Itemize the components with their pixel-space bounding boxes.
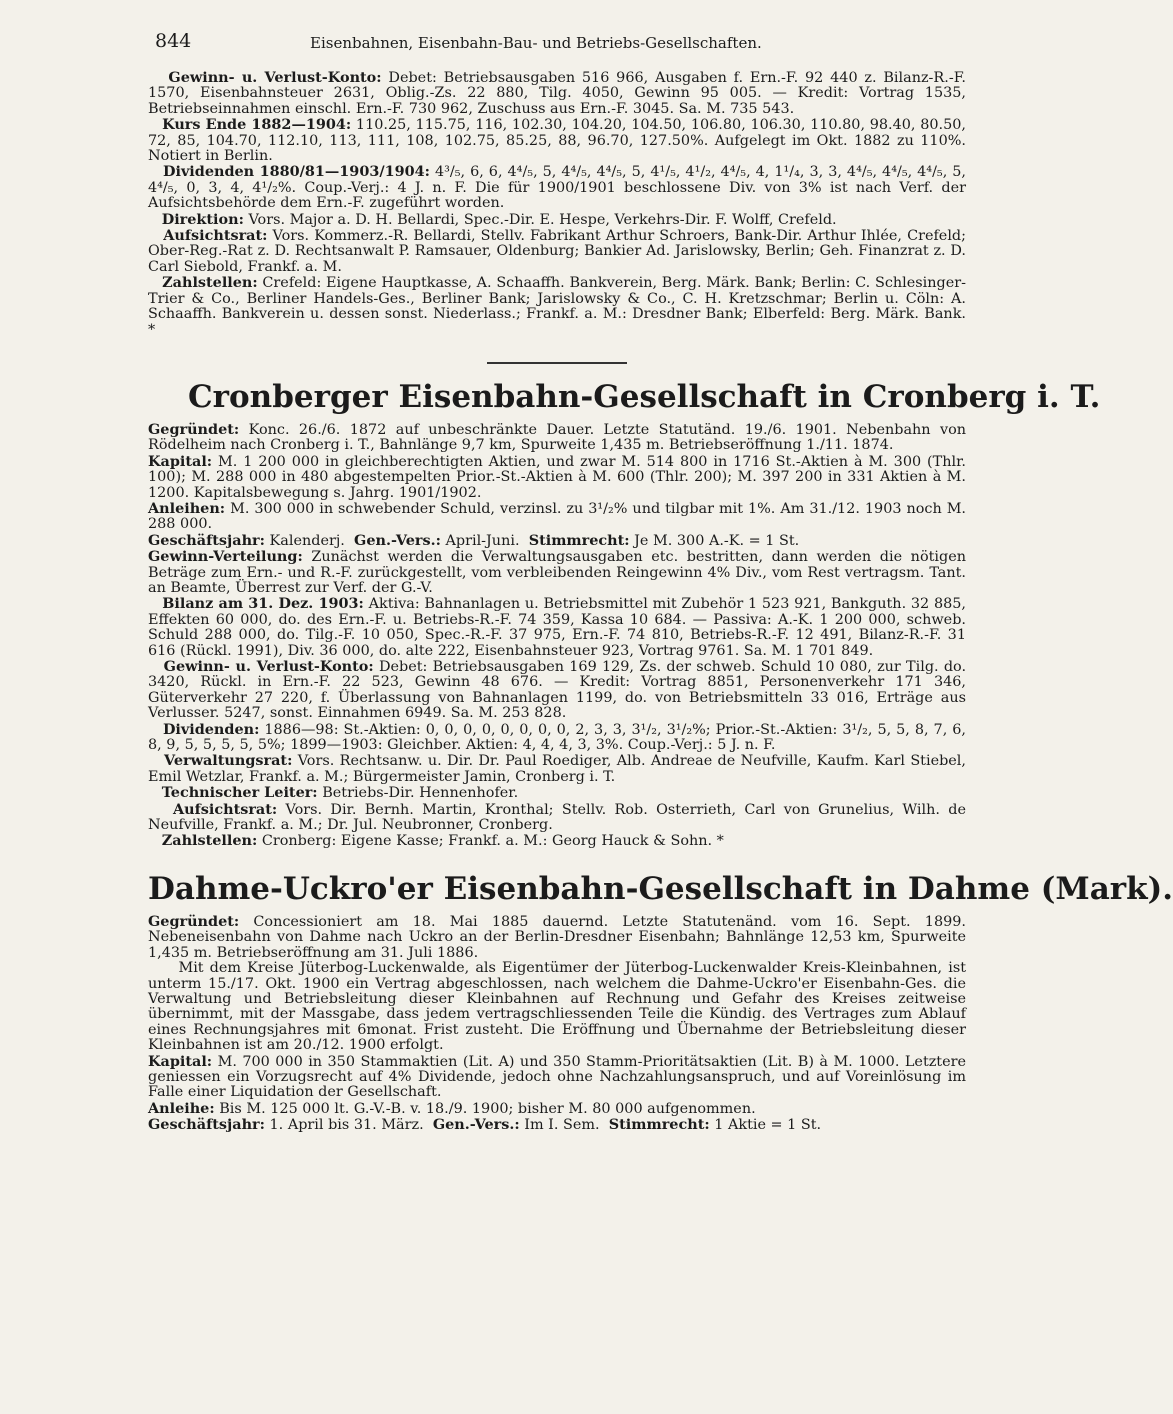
cronberger-bilanz-label: Bilanz am 31. Dez. 1903: [162,595,364,613]
prev-dividenden-label: Dividenden 1880/81—1903/1904: [163,163,430,181]
cronberger-genvers-text: April-Juni. [445,532,520,549]
dahme-vertrag-text: Mit dem Kreise Jüterbog-Luckenwalde, als Eigentümer der Jüterbog-Luckenwalder Kreis-Kleinbahnen, ist unterm 15./17. Okt. 1900 ein Vertrag abgeschlossen, nach welchem die Dahme-Uckro'er Eisenbahn-Ges. die Verwaltung und Betriebsleitung dieser Kleinbahnen auf Rechnung und Gefahr des Kreises zeitweise übernimmt, mit der Massgabe, dass jedem vertragschliessenden Teile die Kündig. des Vertrages zum Ablauf eines Rechnungsjahres mit 6monat. Frist zusteht. Die Eröffnung und Übernahme der Betriebsleitung dieser Kleinbahnen ist am 20./12. 1900 erfolgt. [148,960,966,1054]
prev-direktion-paragraph [148,212,966,228]
cronberger-company-title: Cronberger Eisenbahn-Gesellschaft in Cronberg i. T. [188,378,1101,415]
cronberger-tech-paragraph [148,785,966,801]
cronberger-kapital-paragraph [148,454,966,501]
cronberger-anleihen-paragraph [148,501,966,533]
cronberger-gewinn-text: Debet: Betriebsausgaben 169 129, Zs. der schweb. Schuld 10 080, zur Tilg. do. 3420, Rückl. in Ern.-F. 22 523, Gewinn 48 676. — Kredit: Vortrag 8851, Personenverkehr 171 346, Güterverkehr 27 220, f. Überlassung von Bahnanlagen 1199, do. von Betriebsmitteln 33 016, Erträge aus Verlusser. 5247, sonst. Einnahmen 6949. Sa. M. 253 828. [148,659,967,722]
cronberger-bilanz-paragraph [148,596,966,659]
cronberger-verwaltungsrat-paragraph [148,753,966,785]
prev-direktion-label: Direktion: [161,210,244,228]
cronberger-gegruendet-label: Gegründet: [148,420,240,438]
dahme-gegruendet-paragraph [148,914,966,961]
cronberger-stimmrecht-label: Stimmrecht: [528,531,630,549]
cronberger-geschaeftsjahr-paragraph [148,533,966,549]
cronberger-dividenden-text: 1886—98: St.-Aktien: 0, 0, 0, 0, 0, 0, 0, 0, 2, 3, 3, 3¹/₂, 3¹/₂%; Prior.-St.-Aktien: 3¹/₂, 5, 5, 8, 7, 6, 8, 9, 5, 5, 5, 5, 5%; 1899—1903: Gleichber. Aktien: 4, 4, 4, 3, 3%. Coup.-Verj.: 5 J. n. F. [148,721,966,754]
cronberger-tech-text: Betriebs-Dir. Hennenhofer. [322,785,519,802]
section-divider [487,362,627,364]
prev-dividenden-text: 4³/₅, 6, 6, 4⁴/₅, 5, 4⁴/₅, 4⁴/₅, 5, 4¹/₅, 4¹/₂, 4⁴/₅, 4, 1¹/₄, 3, 3, 4⁴/₅, 4⁴/₅, 4⁴/₅, 5, 4⁴/₅, 0, 3, 4, 4¹/₂%. Coup.-Verj.: 4 J. n. F. Die für 1900/1901 beschlossene Div. von 3% ist nach Verf. der Aufsichtsbehörde dem Ern.-F. zugeführt worden. [148,164,966,212]
dahme-kapital-text: M. 700 000 in 350 Stammaktien (Lit. A) und 350 Stamm-Prioritätsaktien (Lit. B) à M. 1000. Letztere geniessen ein Vorzugsrecht auf 4% Dividende, jedoch ohne Nachzahlungsanspruch, und auf Voreinlösung im Falle einer Liquidation der Gesellschaft. [148,1053,966,1101]
cronberger-aufsichtsrat-text: Vors. Dir. Bernh. Martin, Kronthal; Stellv. Rob. Osterrieth, Carl von Grunelius, Wilh. de Neufville, Frankf. a. M.; Dr. Jul. Neubronner, Cronberg. [148,801,966,834]
page-content [148,69,1173,1134]
cronberger-kapital-text: M. 1 200 000 in gleichberechtigten Aktien, und zwar M. 514 800 in 1716 St.-Aktien à M. 300 (Thlr. 100); M. 288 000 in 480 abgestempelten Prior.-St.-Aktien à M. 600 (Thlr. 200); M. 397 200 in 331 Aktien à M. 1200. Kapitalsbewegung s. Jahrg. 1901/1902. [148,453,967,501]
cronberger-verteilung-text: Zunächst werden die Verwaltungsausgaben etc. bestritten, dann werden die nötigen Beträge zum Ern.- und R.-F. zurückgestellt, vom verbleibenden Reingewinn 4% Div., vom Rest vertragsm. Tant. an Beamte, Überrest zur Verf. der G.-V. [148,549,966,596]
running-header-title: Eisenbahnen, Eisenbahn-Bau- und Betriebs-Gesellschaften. [310,34,762,52]
cronberger-kapital-label: Kapital: [148,452,213,470]
cronberger-verwaltungsrat-text: Vors. Rechtsanw. u. Dir. Dr. Paul Roediger, Alb. Andreae de Neufville, Kaufm. Karl Stiebel, Emil Wetzlar, Frankf. a. M.; Bürgermeister Jamin, Cronberg i. T. [148,753,966,785]
cronberger-zahlstellen-text: Cronberg: Eigene Kasse; Frankf. a. M.: Georg Hauck & Sohn. * [261,833,724,850]
cronberger-anleihen-text: M. 300 000 in schwebender Schuld, verzinsl. zu 3¹/₂% und tilgbar mit 1%. Am 31./12. 1903 noch M. 288 000. [148,500,966,533]
prev-gewinn-text: Debet: Betriebsausgaben 516 966, Ausgaben f. Ern.-F. 92 440 z. Bilanz-R.-F. 1570, Eisenbahnsteuer 2631, Oblig.-Zs. 22 880, Tilg. 4050, Gewinn 95 005. — Kredit: Vortrag 1535, Betriebseinnahmen einschl. Ern.-F. 730 962, Zuschuss aus Ern.-F. 3045. Sa. M. 735 543. [148,70,967,117]
cronberger-aufsichtsrat-label: Aufsichtsrat: [172,800,278,818]
cronberger-aufsichtsrat-paragraph [148,802,966,834]
prev-zahlstellen-label: Zahlstellen: [162,274,258,292]
dahme-gj-text: 1. April bis 31. März. [269,1117,424,1134]
cronberger-verteilung-label: Gewinn-Verteilung: [148,548,303,566]
cronberger-dividenden-label: Dividenden: [162,720,260,738]
prev-direktion-text: Vors. Major a. D. H. Bellardi, Spec.-Dir. E. Hespe, Verkehrs-Dir. F. Wolff, Crefeld. [248,211,837,228]
dahme-stimmrecht-label: Stimmrecht: [608,1116,710,1134]
dahme-geschaeftsjahr-paragraph [148,1117,966,1133]
cronberger-verteilung-paragraph [148,549,966,596]
page-header [155,30,965,60]
dahme-gegruendet-text: Concessioniert am 18. Mai 1885 dauernd. Letzte Statutenänd. vom 16. Sept. 1899. Nebeneisenbahn von Dahme nach Uckro an der Berlin-Dresdner Eisenbahn; Bahnlänge 12,53 km, Spurweite 1,435 m. Betriebseröffnung am 31. Juli 1886. [148,913,966,961]
prev-zahlstellen-paragraph [148,275,966,338]
cronberger-gj-label: Geschäftsjahr: [148,531,265,549]
dahme-kapital-paragraph [148,1054,966,1101]
cronberger-gewinn-label: Gewinn- u. Verlust-Konto: [163,658,374,675]
prev-aufsichtsrat-text: Vors. Kommerz.-R. Bellardi, Stellv. Fabrikant Arthur Schroers, Bank-Dir. Arthur Ihlée, Crefeld; Ober-Reg.-Rat z. D. Rechtsanwalt P. Ramsauer, Oldenburg; Bankier Ad. Jarislowsky, Berlin; Geh. Finanzrat z. D. Carl Siebold, Frankf. a. M. [148,228,966,275]
dahme-stimmrecht-text: 1 Aktie = 1 St. [714,1117,822,1134]
prev-zahlstellen-text: Crefeld: Eigene Hauptkasse, A. Schaaffh. Bankverein, Berg. Märk. Bank; Berlin: C. Schlesinger-Trier & Co., Berliner Handels-Ges., Berliner Bank; Jarislowsky & Co., C. H. Kretzschmar; Berlin u. Cöln: A. Schaaffh. Bankverein u. dessen sonst. Niederlass.; Frankf. a. M.: Dresdner Bank; Elberfeld: Berg. Märk. Bank. * [148,275,966,338]
page-number: 844 [155,30,192,52]
cronberger-gj-text: Kalenderj. [269,532,345,549]
dahme-anleihe-text: Bis M. 125 000 lt. G.-V.-B. v. 18./9. 1900; bisher M. 80 000 aufgenommen. [219,1100,756,1117]
dahme-company-title: Dahme-Uckro'er Eisenbahn-Gesellschaft in Dahme (Mark). [148,870,1173,907]
dahme-vertrag-paragraph [148,961,966,1053]
cronberger-genvers-label: Gen.-Vers.: [354,531,441,549]
cronberger-tech-label: Technischer Leiter: [161,784,318,802]
cronberger-stimmrecht-text: Je M. 300 A.-K. = 1 St. [634,532,800,549]
prev-kurs-label: Kurs Ende 1882—1904: [162,116,352,134]
dahme-kapital-label: Kapital: [148,1052,213,1070]
cronberger-bilanz-text: Aktiva: Bahnanlagen u. Betriebsmittel mit Zubehör 1 523 921, Bankguth. 32 885, Effekten 60 000, do. des Ern.-F. u. Betriebs-R.-F. 74 359, Kassa 10 684. — Passiva: A.-K. 1 200 000, schweb. Schuld 288 000, do. Tilg.-F. 10 050, Spec.-R.-F. 37 975, Ern.-F. 74 810, Betriebs-R.-F. 12 491, Bilanz-R.-F. 31 616 (Rückl. 1991), Div. 36 000, do. alte 222, Eisenbahnsteuer 923, Vortrag 9761. Sa. M. 1 701 849. [148,596,966,659]
dahme-genvers-label: Gen.-Vers.: [432,1116,520,1134]
prev-aufsichtsrat-label: Aufsichtsrat: [163,227,268,245]
prev-kurs-paragraph [148,117,966,164]
prev-gewinn-label: Gewinn- u. Verlust-Konto: [168,69,382,86]
cronberger-gegruendet-paragraph [148,422,966,454]
cronberger-zahlstellen-label: Zahlstellen: [161,832,258,850]
dahme-anleihe-paragraph [148,1101,966,1117]
prev-dividenden-paragraph [148,164,966,211]
dahme-gj-label: Geschäftsjahr: [148,1116,265,1134]
dahme-gegruendet-label: Gegründet: [148,912,240,930]
cronberger-dividenden-paragraph [148,722,966,754]
cronberger-gewinn-paragraph [148,659,966,722]
prev-gewinn-paragraph [148,70,966,117]
dahme-genvers-text: Im I. Sem. [524,1117,600,1134]
cronberger-gegruendet-text: Konc. 26./6. 1872 auf unbeschränkte Dauer. Letzte Statutänd. 19./6. 1901. Nebenbahn von Rödelheim nach Cronberg i. T., Bahnlänge 9,7 km, Spurweite 1,435 m. Betriebseröffnung 1./11. 1874. [148,421,967,454]
cronberger-anleihen-label: Anleihen: [148,499,226,517]
cronberger-verwaltungsrat-label: Verwaltungsrat: [164,752,293,770]
cronberger-zahlstellen-paragraph [148,833,966,849]
prev-kurs-text: 110.25, 115.75, 116, 102.30, 104.20, 104.50, 106.80, 106.30, 110.80, 98.40, 80.50, 72, 85, 104.70, 112.10, 113, 111, 108, 102.75, 85.25, 88, 96.70, 127.50%. Aufgelegt im Okt. 1882 zu 110%. Notiert in Berlin. [148,117,966,165]
prev-aufsichtsrat-paragraph [148,228,966,275]
dahme-anleihe-label: Anleihe: [148,1099,215,1117]
